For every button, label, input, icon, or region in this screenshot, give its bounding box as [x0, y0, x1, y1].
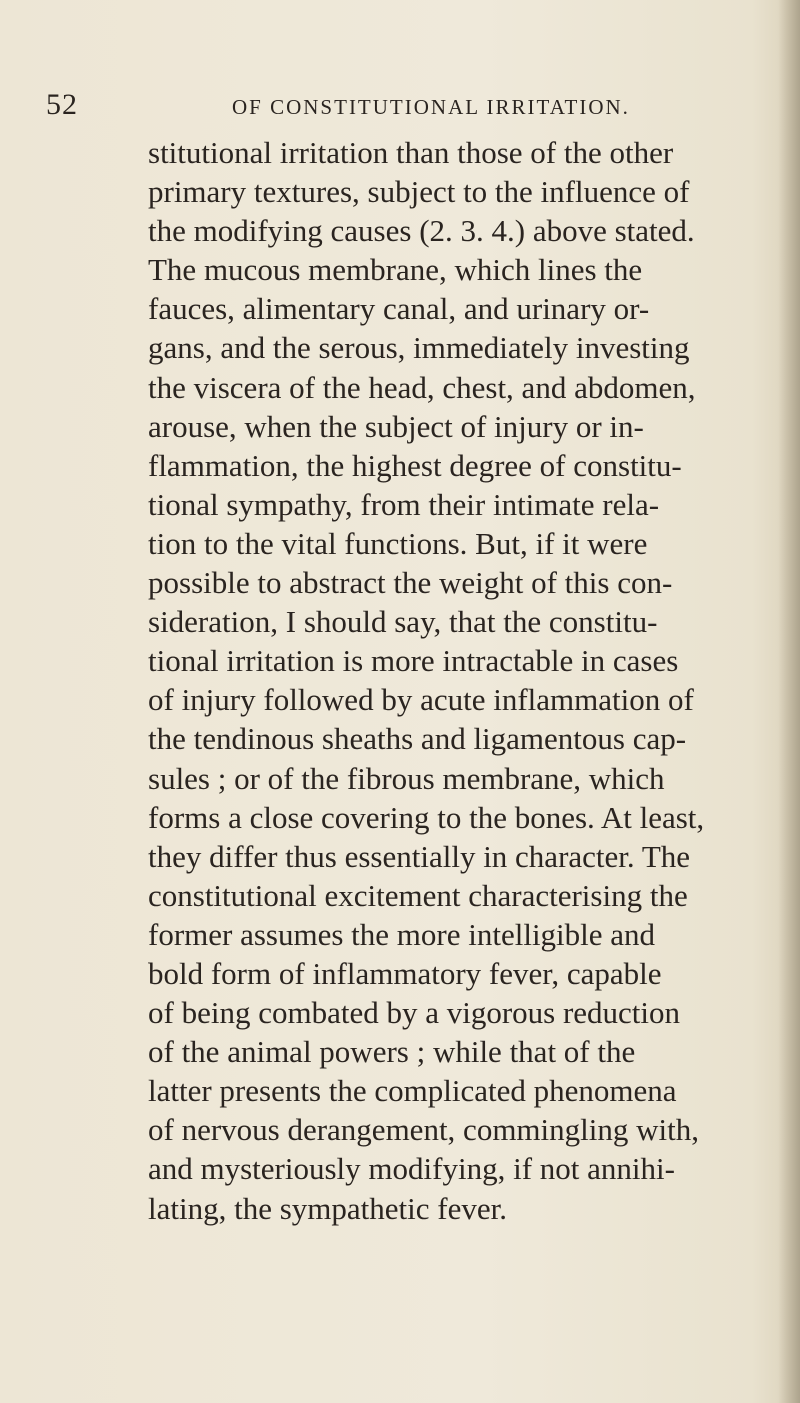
text-line: The mucous membrane, which lines the: [148, 252, 643, 288]
text-line: tion to the vital functions. But, if it were: [148, 525, 648, 561]
text-line: and mysteriously modifying, if not annihi-: [148, 1151, 675, 1187]
text-line: bold form of inflammatory fever, capable: [148, 955, 662, 991]
page-edge-shadow: [778, 0, 800, 1403]
text-line: possible to abstract the weight of this con-: [148, 565, 673, 601]
text-line: the viscera of the head, chest, and abdomen,: [148, 369, 696, 405]
text-line: the modifying causes (2. 3. 4.) above stated.: [148, 213, 695, 249]
text-line: stitutional irritation than those of the other: [148, 135, 674, 170]
text-line: they differ thus essentially in character. The: [148, 838, 691, 874]
text-line: fauces, alimentary canal, and urinary or-: [148, 291, 650, 327]
text-line: arouse, when the subject of injury or in-: [148, 408, 644, 444]
body-text: [148, 133, 768, 1228]
text-line: former assumes the more intelligible and: [148, 916, 656, 952]
running-head: OF CONSTITUTIONAL IRRITATION.: [232, 95, 630, 119]
text-line: sideration, I should say, that the constitu-: [148, 604, 658, 640]
text-line: of the animal powers ; while that of the: [148, 1034, 636, 1070]
page-header: [46, 88, 746, 128]
text-line: primary textures, subject to the influence of: [148, 174, 690, 210]
text-line: gans, and the serous, immediately investing: [148, 330, 690, 366]
text-line: sules ; or of the fibrous membrane, which: [148, 760, 665, 796]
text-line: flammation, the highest degree of constitu-: [148, 447, 682, 483]
text-line: the tendinous sheaths and ligamentous cap-: [148, 721, 687, 757]
text-line: forms a close covering to the bones. At least,: [148, 799, 705, 835]
text-line: latter presents the complicated phenomena: [148, 1073, 677, 1109]
text-line: tional sympathy, from their intimate rela-: [148, 486, 660, 522]
text-line: of nervous derangement, commingling with,: [148, 1112, 699, 1148]
page-number: 52: [46, 88, 78, 121]
text-line: tional irritation is more intractable in cases: [148, 643, 679, 679]
text-line: of injury followed by acute inflammation of: [148, 682, 694, 718]
text-line: of being combated by a vigorous reduction: [148, 995, 681, 1031]
text-line: constitutional excitement characterising the: [148, 877, 688, 913]
text-line: lating, the sympathetic fever.: [148, 1190, 507, 1226]
